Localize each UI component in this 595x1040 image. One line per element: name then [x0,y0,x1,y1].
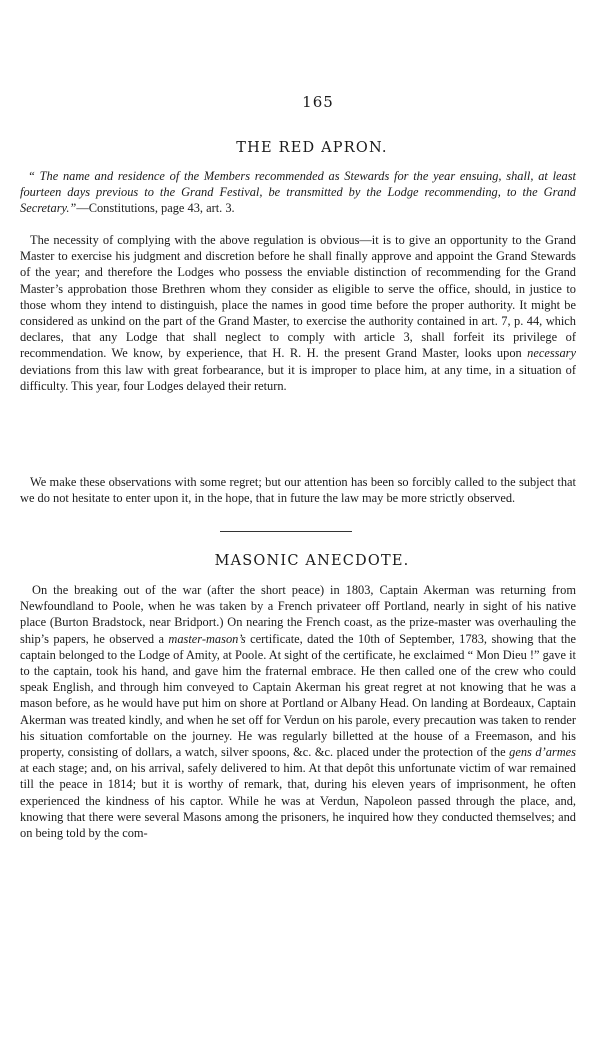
quote-citation: —Constitutions, page 43, art. 3. [76,201,235,216]
quote-text: “ The name and residence of the Members recommended as Stewards for the year ensuing, shall, at least fourteen days previous to the Grand Festival, be transmitted by the Lodge recommending, to the Grand Secretary.” [20,169,576,216]
emphasis-text: master-mason’s [168,631,246,646]
paragraph-text: certificate, dated the 10th of September, 1783, showing that the captain belonged to the Lodge of Amity, at Poole. At sight of the certificate, he exclaimed “ Mon Dieu !” gave it to the captain, took his hand, and gave him the fraternal embrace. He then called one of the crew who could speak English, and through him conveyed to Captain Akerman his great regret at not knowing that he was a mason before, as he would have put him on shore at Portland or Albany Head. On landing at Bordeaux, Captain Akerman was treated kindly, and when he set off for Verdun on his parole, every precaution was taken to render his situation comfortable on the journey. He was regularly billetted at the house of a Freemason, and his property, consisting of dollars, a watch, silver spoons, &c. &c. placed under the protection of the [20,631,576,760]
paragraph-necessity [20,232,576,394]
emphasis-text: necessary [527,346,576,361]
paragraph-text: at each stage; and, on his arrival, safely delivered to him. At that depôt this unfortunate victim of war remained till the peace in 1814; but it is worthy of remark, that, during his eleven years of imprisonment, he often experienced the kindness of his captor. While he was at Verdun, Napoleon passed through the place, and, knowing that there were several Masons among the prisoners, he inquired how they conducted themselves; and on being told by the com- [20,761,576,841]
paragraph-text: The necessity of complying with the above regulation is obvious—it is to give an opportunity to the Grand Master to exercise his judgment and discretion before he shall finally approve and appoint the Grand Stewards of the year; and therefore the Lodges who possess the enviable distinction of recommending for the Grand Master’s approbation those Brethren whom they consider as eligible to serve the office, should, in justice to those whom they intend to distinguish, place the names in good time before the proper authority. It might be considered as unkind on the part of the Grand Master, to exercise the authority contained in art. 7, p. 44, which declares, that any Lodge that shall neglect to comply with article 3, shall forfeit its privilege of recommendation. We know, by experience, that H. R. H. the present Grand Master, looks upon [20,233,576,361]
section-title-red-apron: THE RED APRON. [236,140,388,156]
paragraph-text: On the breaking out of the war (after the short peace) in 1803, Captain Akerman was returning from Newfoundland to Poole, when he was taken by a French privateer off Portland, nearly in sight of his native place (Burton Bradstock, near Bridport.) On nearing the French coast, as the prize-master was overhauling the ship’s papers, he observed a [20,583,576,646]
constitutions-quote [20,168,576,217]
paragraph-observations [20,474,576,506]
paragraph-text: We make these observations with some regret; but our attention has been so forcibly called to the subject that we do not hesitate to enter upon it, in the hope, that in future the law may be more strictly observed. [20,475,576,506]
emphasis-text: gens d’armes [509,745,576,760]
section-title-masonic-anecdote: MASONIC ANECDOTE. [214,553,410,569]
paragraph-anecdote [20,582,576,841]
page-number: 165 [302,93,334,111]
paragraph-text: deviations from this law with great forbearance, but it is improper to place him, at any time, in a situation of difficulty. This year, four Lodges delayed their return. [20,362,576,393]
book-page [20,0,576,1040]
section-divider [220,531,352,532]
